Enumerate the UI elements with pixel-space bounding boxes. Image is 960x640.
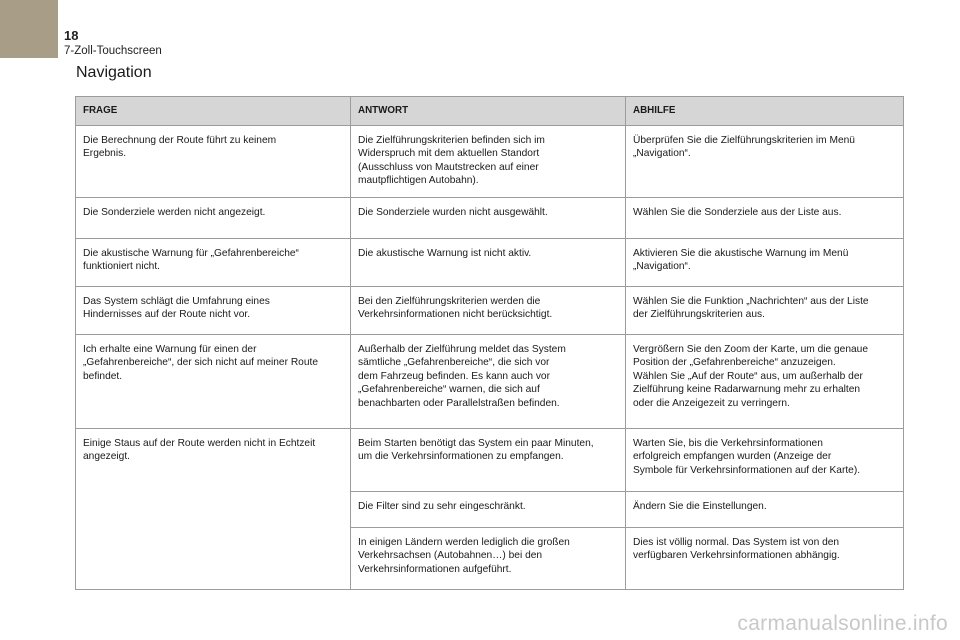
- table-row: [76, 334, 904, 428]
- answer-cell: Beim Starten benötigt das System ein paar Minuten, um die Verkehrsinformationen zu empfangen.: [351, 428, 626, 491]
- table-row: [76, 125, 904, 197]
- answer-cell: Die Zielführungskriterien befinden sich im Widerspruch mit dem aktuellen Standort (Ausschluss von Mautstrecken auf einer mautpflichtigen Autobahn).: [351, 125, 626, 197]
- answer-cell: Bei den Zielführungskriterien werden die Verkehrsinformationen nicht berücksichtigt.: [351, 286, 626, 334]
- section-header: 7-Zoll-Touchscreen: [64, 45, 162, 57]
- answer-cell: Die Sonderziele wurden nicht ausgewählt.: [351, 197, 626, 238]
- table-header-row: [76, 97, 904, 126]
- question-cell: Die Sonderziele werden nicht angezeigt.: [76, 197, 351, 238]
- table-row: [76, 197, 904, 238]
- remedy-cell: Überprüfen Sie die Zielführungskriterien im Menü „Navigation“.: [626, 125, 904, 197]
- answer-cell: Die Filter sind zu sehr eingeschränkt.: [351, 491, 626, 527]
- question-cell: Einige Staus auf der Route werden nicht in Echtzeit angezeigt.: [76, 428, 351, 589]
- watermark: carmanualsonline.info: [737, 612, 948, 635]
- remedy-cell: Aktivieren Sie die akustische Warnung im Menü „Navigation“.: [626, 238, 904, 286]
- remedy-cell: Dies ist völlig normal. Das System ist von den verfügbaren Verkehrsinformationen abhängig.: [626, 527, 904, 589]
- table-row: [76, 238, 904, 286]
- header-remedy: ABHILFE: [626, 97, 904, 126]
- answer-cell: Außerhalb der Zielführung meldet das System sämtliche „Gefahrenbereiche“, die sich vor dem Fahrzeug befinden. Es kann auch vor „Gefahrenbereiche“ warnen, die sich auf benachbarten oder Parallelstraßen befinden.: [351, 334, 626, 428]
- page-title: Navigation: [76, 64, 152, 81]
- page-tab-marker: [0, 0, 58, 58]
- header-answer: ANTWORT: [351, 97, 626, 126]
- troubleshooting-table: [75, 96, 904, 590]
- question-cell: Das System schlägt die Umfahrung eines Hindernisses auf der Route nicht vor.: [76, 286, 351, 334]
- remedy-cell: Wählen Sie die Sonderziele aus der Liste aus.: [626, 197, 904, 238]
- question-cell: Die akustische Warnung für „Gefahrenbereiche“ funktioniert nicht.: [76, 238, 351, 286]
- question-cell: Die Berechnung der Route führt zu keinem Ergebnis.: [76, 125, 351, 197]
- question-cell: Ich erhalte eine Warnung für einen der „Gefahrenbereiche“, der sich nicht auf meiner Route befindet.: [76, 334, 351, 428]
- remedy-cell: Warten Sie, bis die Verkehrsinformationen erfolgreich empfangen wurden (Anzeige der Symbole für Verkehrsinformationen auf der Karte).: [626, 428, 904, 491]
- remedy-cell: Vergrößern Sie den Zoom der Karte, um die genaue Position der „Gefahrenbereiche“ anzuzeigen. Wählen Sie „Auf der Route“ aus, um außerhalb der Zielführung keine Radarwarnung mehr zu erhalten oder die Anzeigezeit zu verringern.: [626, 334, 904, 428]
- remedy-cell: Ändern Sie die Einstellungen.: [626, 491, 904, 527]
- remedy-cell: Wählen Sie die Funktion „Nachrichten“ aus der Liste der Zielführungskriterien aus.: [626, 286, 904, 334]
- header-question: FRAGE: [76, 97, 351, 126]
- answer-cell: Die akustische Warnung ist nicht aktiv.: [351, 238, 626, 286]
- table-row: [76, 428, 904, 491]
- page-number: 18: [64, 28, 79, 43]
- answer-cell: In einigen Ländern werden lediglich die großen Verkehrsachsen (Autobahnen…) bei den Verkehrsinformationen aufgeführt.: [351, 527, 626, 589]
- table-row: [76, 286, 904, 334]
